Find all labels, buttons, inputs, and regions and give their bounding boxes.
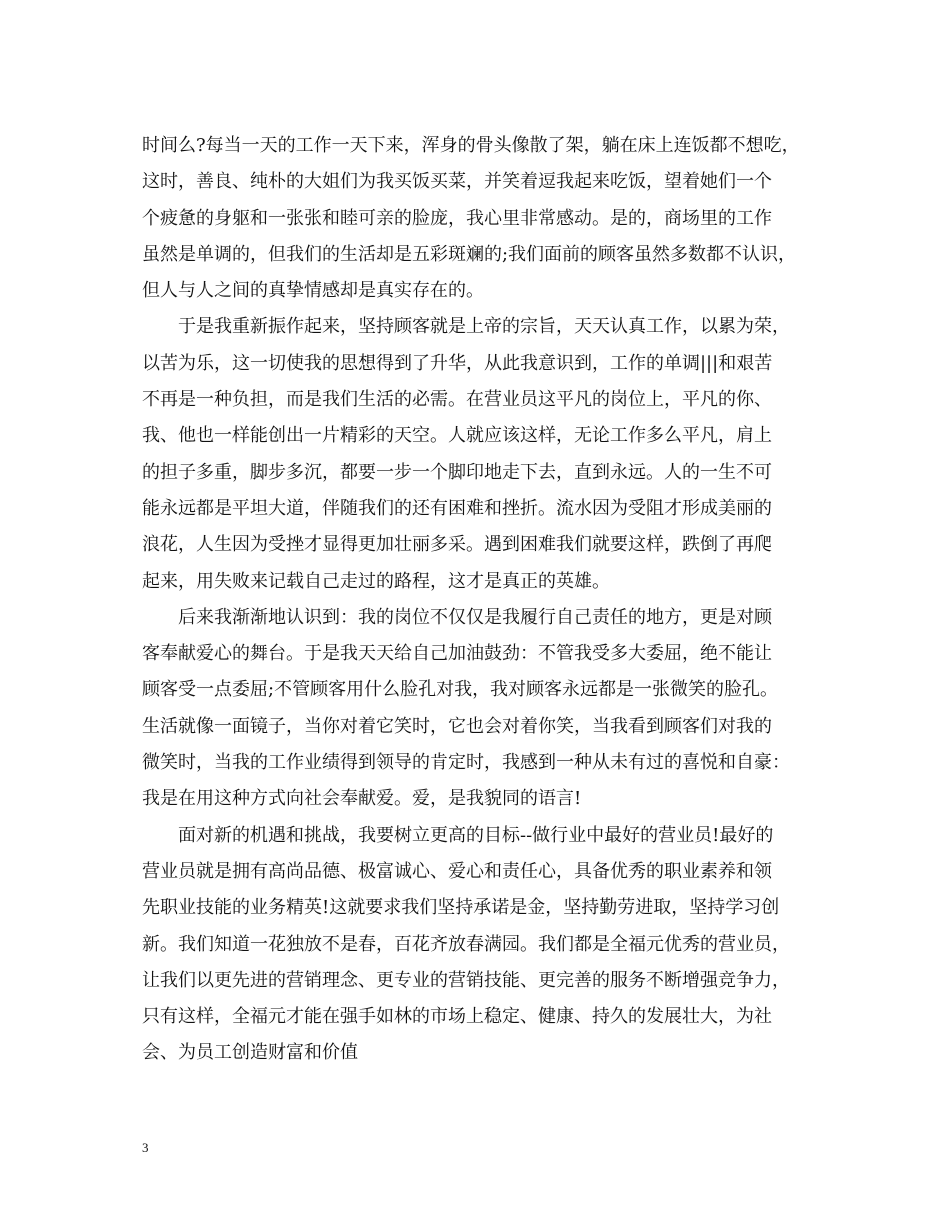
text-line: 面对新的机遇和挑战，我要树立更高的目标--做行业中最好的营业员!最好的 <box>142 824 774 846</box>
text-line: 个疲惫的身躯和一张张和睦可亲的脸庞，我心里非常感动。是的，商场里的工作 <box>142 207 772 229</box>
text-line: 顾客受一点委屈;不管顾客用什么脸孔对我，我对顾客永远都是一张微笑的脸孔。 <box>142 679 779 701</box>
text-line: 于是我重新振作起来，坚持顾客就是上帝的宗旨，天天认真工作，以累为荣， <box>142 316 790 338</box>
text-line: 客奉献爱心的舞台。于是我天天给自己加油鼓劲：不管我受多大委屈，绝不能让 <box>142 643 772 665</box>
text-line: 不再是一种负担，而是我们生活的必需。在营业员这平凡的岗位上，平凡的你、 <box>142 389 772 411</box>
text-line: 我是在用这种方式向社会奉献爱。爱，是我貌同的语言! <box>142 788 582 810</box>
text-line: 起来，用失败来记载自己走过的路程，这才是真正的英雄。 <box>142 570 610 592</box>
page-number: 3 <box>142 1140 149 1155</box>
text-line: 时间么?每当一天的工作一天下来，浑身的骨头像散了架，躺在床上连饭都不想吃， <box>142 135 800 156</box>
text-line: 后来我渐渐地认识到：我的岗位不仅仅是我履行自己责任的地方，更是对顾 <box>142 606 772 628</box>
text-line: 微笑时，当我的工作业绩得到领导的肯定时，我感到一种从未有过的喜悦和自豪： <box>142 752 790 774</box>
text-line: 让我们以更先进的营销理念、更专业的营销技能、更完善的服务不断增强竞争力， <box>142 969 790 991</box>
text-line: 营业员就是拥有高尚品德、极富诚心、爱心和责任心，具备优秀的职业素养和领 <box>142 860 772 882</box>
text-line: 浪花，人生因为受挫才显得更加壮丽多采。遇到困难我们就要这样，跌倒了再爬 <box>142 534 772 556</box>
text-line: 会、为员工创造财富和价值 <box>142 1042 358 1064</box>
text-line: 能永远都是平坦大道，伴随我们的还有困难和挫折。流水因为受阻才形成美丽的 <box>142 497 772 519</box>
text-line: 新。我们知道一花独放不是春，百花齐放春满园。我们都是全福元优秀的营业员， <box>142 933 790 955</box>
body-text <box>142 128 822 1072</box>
text-line: 我、他也一样能创出一片精彩的天空。人就应该这样，无论工作多么平凡，肩上 <box>142 425 772 447</box>
text-line: 以苦为乐，这一切使我的思想得到了升华，从此我意识到，工作的单调|||和艰苦 <box>142 352 773 374</box>
text-line: 但人与人之间的真挚情感却是真实存在的。 <box>142 280 484 302</box>
text-line: 的担子多重，脚步多沉，都要一步一个脚印地走下去，直到永远。人的一生不可 <box>142 461 772 483</box>
text-line: 这时，善良、纯朴的大姐们为我买饭买菜，并笑着逗我起来吃饭，望着她们一个 <box>142 171 772 193</box>
text-line: 生活就像一面镜子，当你对着它笑时，它也会对着你笑，当我看到顾客们对我的 <box>142 715 772 737</box>
text-line: 虽然是单调的，但我们的生活却是五彩斑斓的;我们面前的顾客虽然多数都不认识， <box>142 243 797 265</box>
text-line: 先职业技能的业务精英!这就要求我们坚持承诺是金，坚持勤劳进取，坚持学习创 <box>142 897 780 919</box>
text-line: 只有这样，全福元才能在强手如林的市场上稳定、健康、持久的发展壮大，为社 <box>142 1006 772 1028</box>
